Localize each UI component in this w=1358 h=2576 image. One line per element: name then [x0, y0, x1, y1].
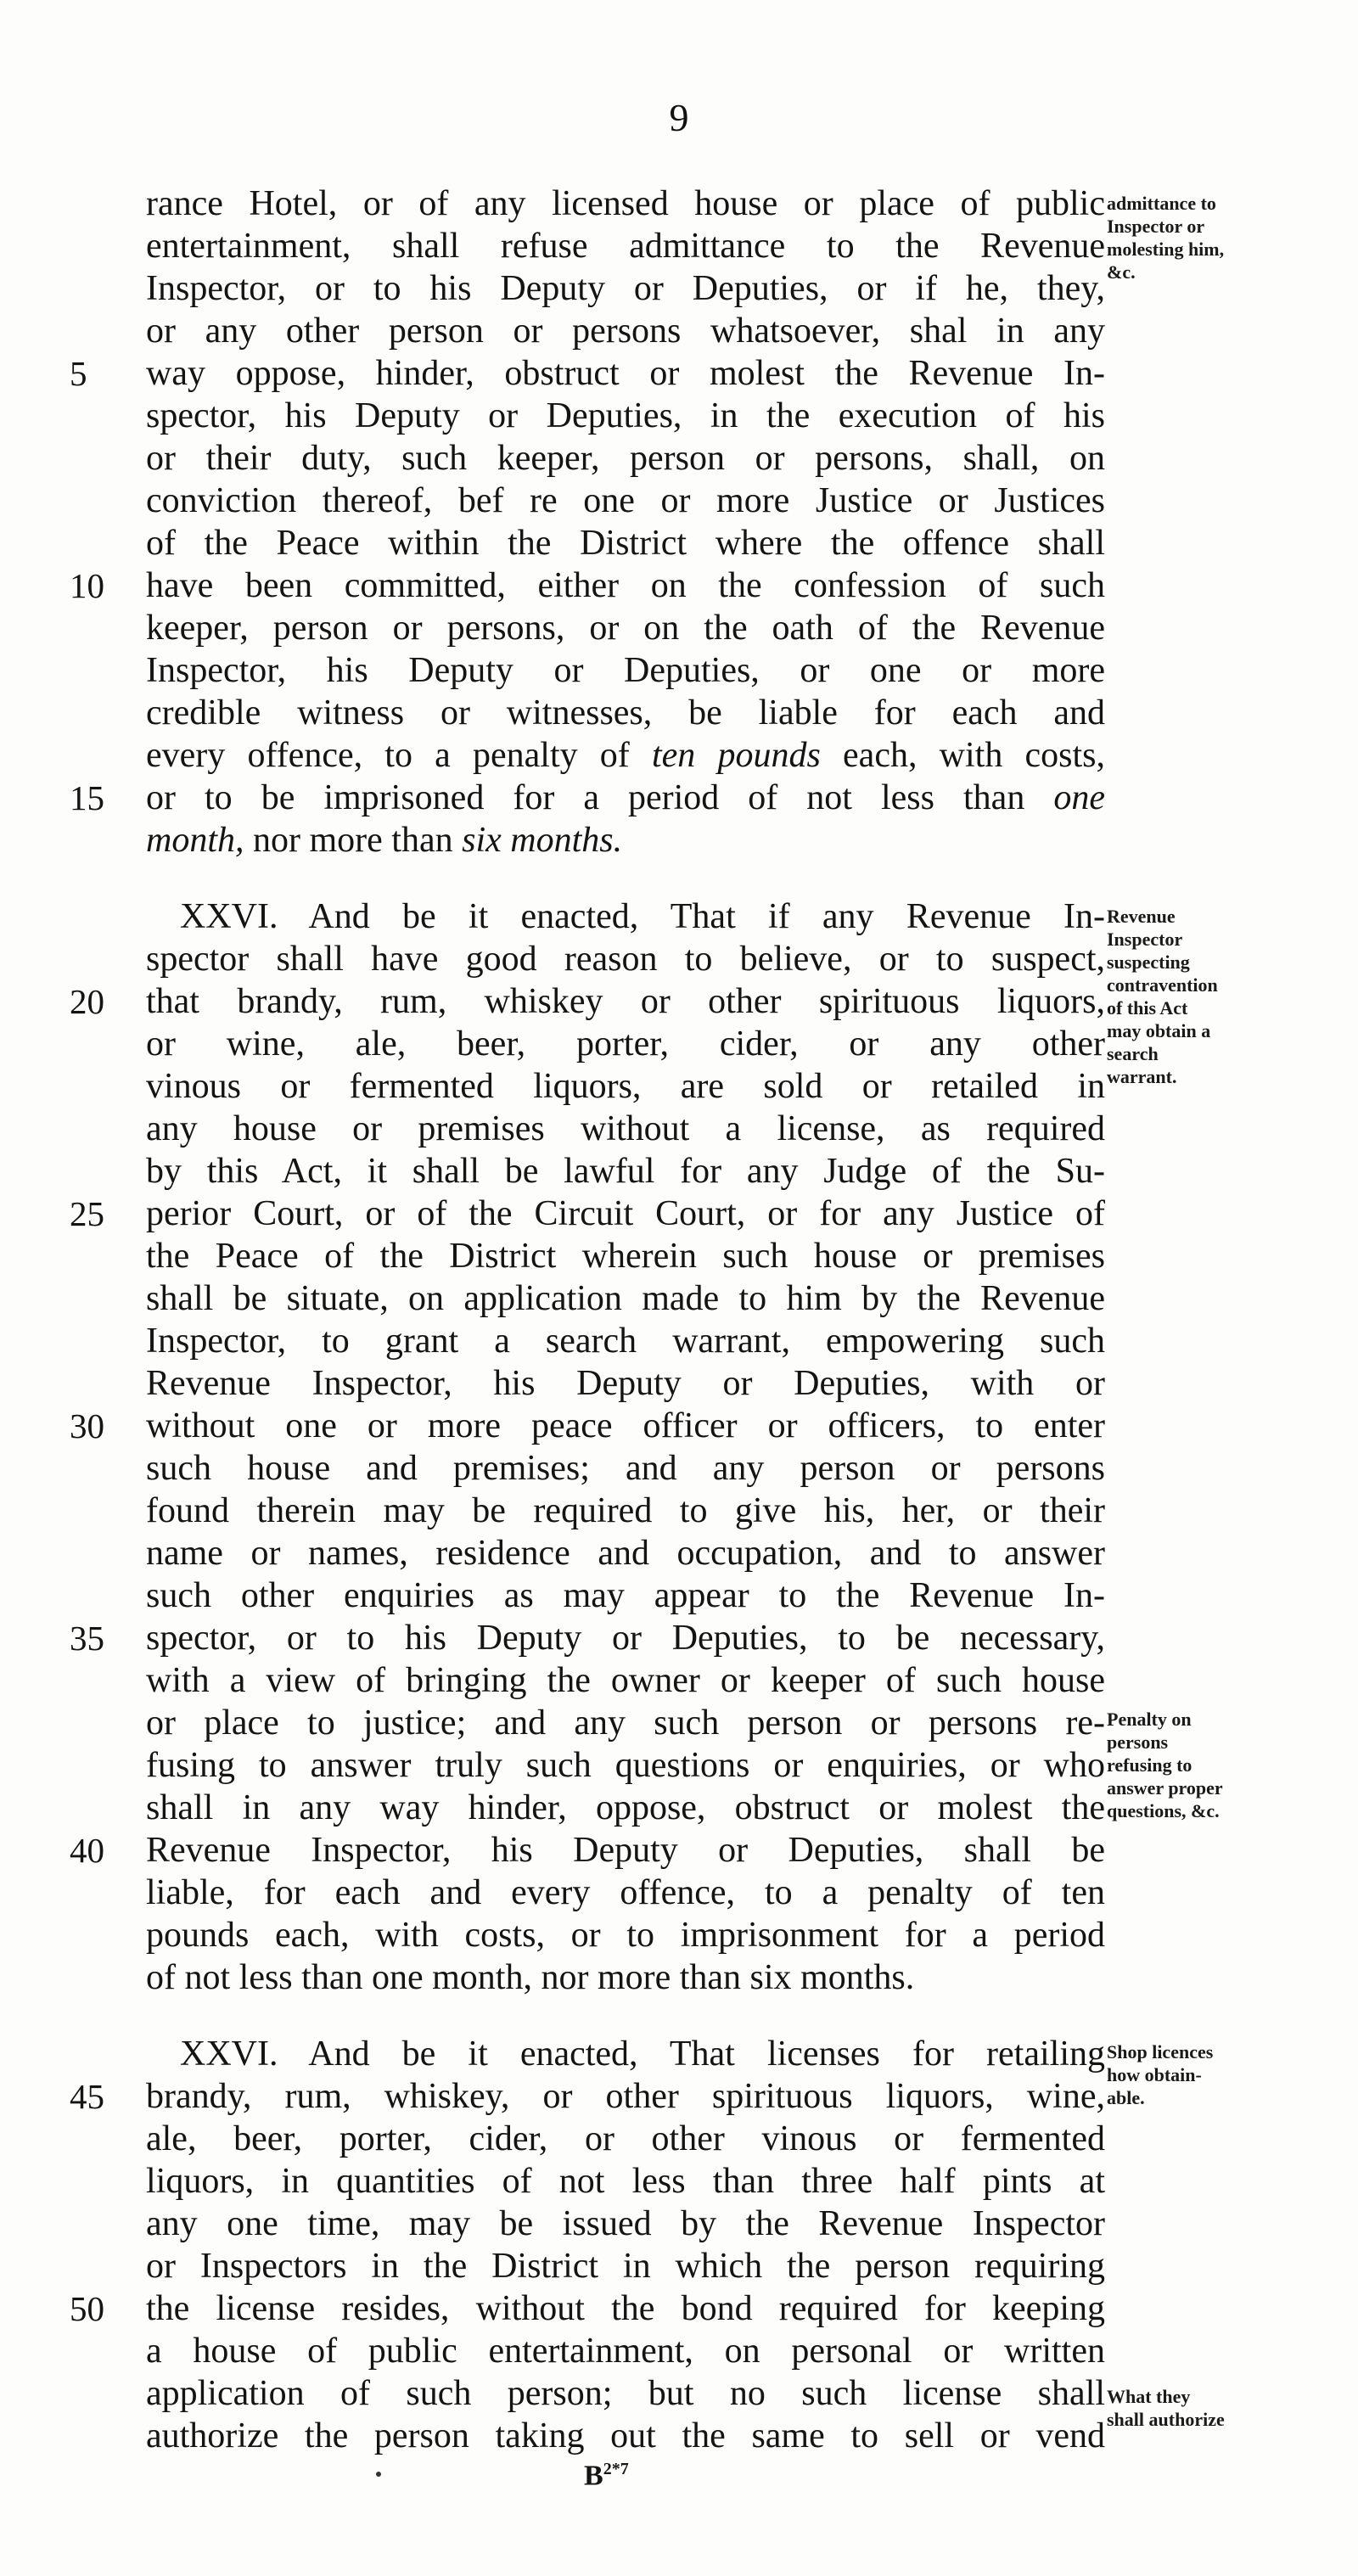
text-line: credible witness or witnesses, be liable for each and — [146, 693, 1105, 732]
text-line: perior Court, or of the Circuit Court, or for any Justice of — [146, 1194, 1105, 1233]
text-line: Inspector, his Deputy or Deputies, or one or more — [146, 651, 1105, 690]
signature-number: 2*7 — [603, 2460, 629, 2478]
text-line: any house or premises without a license, as required — [146, 1109, 1105, 1148]
text-line: or wine, ale, beer, porter, cider, or any other — [146, 1024, 1105, 1064]
text-line: spector, or to his Deputy or Deputies, to be necessary, — [146, 1619, 1105, 1658]
text-line: spector shall have good reason to believe, or to suspect, — [146, 940, 1105, 979]
text-line: found therein may be required to give his, her, or their — [146, 1491, 1105, 1530]
text-line: that brandy, rum, whiskey or other spirituous liquors, — [146, 982, 1105, 1021]
line-number: 10 — [70, 566, 104, 605]
line-number: 45 — [70, 2077, 104, 2116]
text-line: conviction thereof, bef re one or more Justice or Justices — [146, 481, 1105, 520]
side-note-line: Shop licences — [1107, 2041, 1214, 2062]
side-note-line: molesting him, — [1107, 239, 1225, 260]
side-note-line: suspecting — [1107, 951, 1190, 973]
text-line: the license resides, without the bond required for keeping — [146, 2289, 1105, 2328]
text-line: liable, for each and every offence, to a penalty of ten — [146, 1873, 1105, 1912]
side-note-line: contravention — [1107, 974, 1218, 996]
side-note-line: refusing to — [1107, 1754, 1192, 1776]
text-line: by this Act, it shall be lawful for any Judge of the Su- — [146, 1152, 1105, 1191]
text-line: of the Peace within the District where the offence shall — [146, 524, 1105, 563]
page-number: 9 — [669, 96, 689, 139]
text-line: such house and premises; and any person or persons — [146, 1449, 1105, 1488]
side-note-line: Inspector — [1107, 929, 1183, 950]
text-line: vinous or fermented liquors, are sold or retailed in — [146, 1067, 1105, 1106]
text-line: liquors, in quantities of not less than three half pints at — [146, 2162, 1105, 2201]
text-line: have been committed, either on the confession of such — [146, 566, 1105, 605]
line-number: 15 — [70, 778, 104, 817]
text-line: fusing to answer truly such questions or enquiries, or who — [146, 1746, 1105, 1785]
text-line: application of such person; but no such license shall — [146, 2374, 1105, 2413]
text-line: shall in any way hinder, oppose, obstruct or molest the — [146, 1788, 1105, 1827]
side-note-line: What they — [1107, 2386, 1191, 2407]
text-line: Revenue Inspector, his Deputy or Deputies, shall be — [146, 1831, 1105, 1870]
text-line: any one time, may be issued by the Revenue Inspector — [146, 2204, 1105, 2243]
ink-dot — [376, 2472, 381, 2477]
text-line: shall be situate, on application made to him by the Revenue — [146, 1279, 1105, 1318]
text-line: ale, beer, porter, cider, or other vinous or fermented — [146, 2119, 1105, 2158]
text-line: a house of public entertainment, on personal or written — [146, 2332, 1105, 2371]
line-number: 20 — [70, 982, 104, 1021]
text-line: XXVI. And be it enacted, That licenses for retailing — [180, 2034, 1105, 2074]
text-line: of not less than one month, nor more than six months. — [146, 1958, 915, 1997]
text-line: spector, his Deputy or Deputies, in the execution of his — [146, 396, 1105, 435]
line-number: 25 — [70, 1194, 104, 1233]
text-line: with a view of bringing the owner or keeper of such house — [146, 1661, 1105, 1700]
text-line: Revenue Inspector, his Deputy or Deputies, with or — [146, 1364, 1105, 1403]
text-line: name or names, residence and occupation, and to answer — [146, 1534, 1105, 1573]
side-note-line: Revenue — [1107, 906, 1176, 927]
side-note-line: Penalty on — [1107, 1709, 1192, 1730]
side-note-line: how obtain- — [1107, 2064, 1202, 2085]
text-line: way oppose, hinder, obstruct or molest the Revenue In- — [146, 354, 1105, 393]
side-note-line: admittance to — [1107, 193, 1216, 214]
side-note-line: able. — [1107, 2087, 1145, 2108]
signature-letter: B — [584, 2460, 603, 2492]
text-line: entertainment, shall refuse admittance to the Revenue — [146, 227, 1105, 266]
text-line: or place to justice; and any such person or persons re- — [146, 1703, 1105, 1743]
text-line: Inspector, or to his Deputy or Deputies, or if he, they, — [146, 269, 1105, 308]
side-note-line: answer proper — [1107, 1777, 1223, 1799]
text-line: XXVI. And be it enacted, That if any Revenue In- — [180, 897, 1105, 936]
line-number: 30 — [70, 1406, 104, 1445]
text-line: such other enquiries as may appear to the Revenue In- — [146, 1576, 1105, 1615]
side-note-line: search — [1107, 1043, 1159, 1064]
side-note-line: questions, &c. — [1107, 1800, 1220, 1821]
side-note-line: may obtain a — [1107, 1020, 1211, 1041]
text-line: or to be imprisoned for a period of not less than one — [146, 778, 1105, 817]
text-line: keeper, person or persons, or on the oath of the Revenue — [146, 609, 1105, 648]
text-line: every offence, to a penalty of ten pounds each, with costs, — [146, 736, 1106, 775]
side-note-line: shall authorize — [1107, 2409, 1225, 2430]
text-line: pounds each, with costs, or to imprisonment for a period — [146, 1916, 1105, 1955]
signature-mark — [584, 2460, 629, 2492]
text-line: or their duty, such keeper, person or persons, shall, on — [146, 439, 1105, 478]
side-note-line: &c. — [1107, 261, 1136, 283]
line-number: 50 — [70, 2289, 104, 2328]
text-line: month, nor more than six months. — [146, 821, 623, 860]
line-number: 5 — [70, 354, 87, 393]
side-note-line: warrant. — [1107, 1066, 1177, 1087]
side-note-line: of this Act — [1107, 997, 1188, 1019]
text-line: rance Hotel, or of any licensed house or place of public — [146, 184, 1105, 223]
text-line: without one or more peace officer or officers, to enter — [146, 1406, 1105, 1445]
text-line: the Peace of the District wherein such house or premises — [146, 1237, 1105, 1276]
text-line: or Inspectors in the District in which the person requiring — [146, 2247, 1105, 2286]
text-line: Inspector, to grant a search warrant, empowering such — [146, 1322, 1105, 1361]
side-note-line: persons — [1107, 1731, 1169, 1753]
line-number: 40 — [70, 1831, 104, 1870]
text-line: or any other person or persons whatsoever, shal in any — [146, 311, 1105, 351]
text-line: brandy, rum, whiskey, or other spirituous liquors, wine, — [146, 2077, 1105, 2116]
text-line: authorize the person taking out the same to sell or vend — [146, 2416, 1105, 2455]
line-number: 35 — [70, 1619, 104, 1658]
side-note-line: Inspector or — [1107, 216, 1205, 237]
